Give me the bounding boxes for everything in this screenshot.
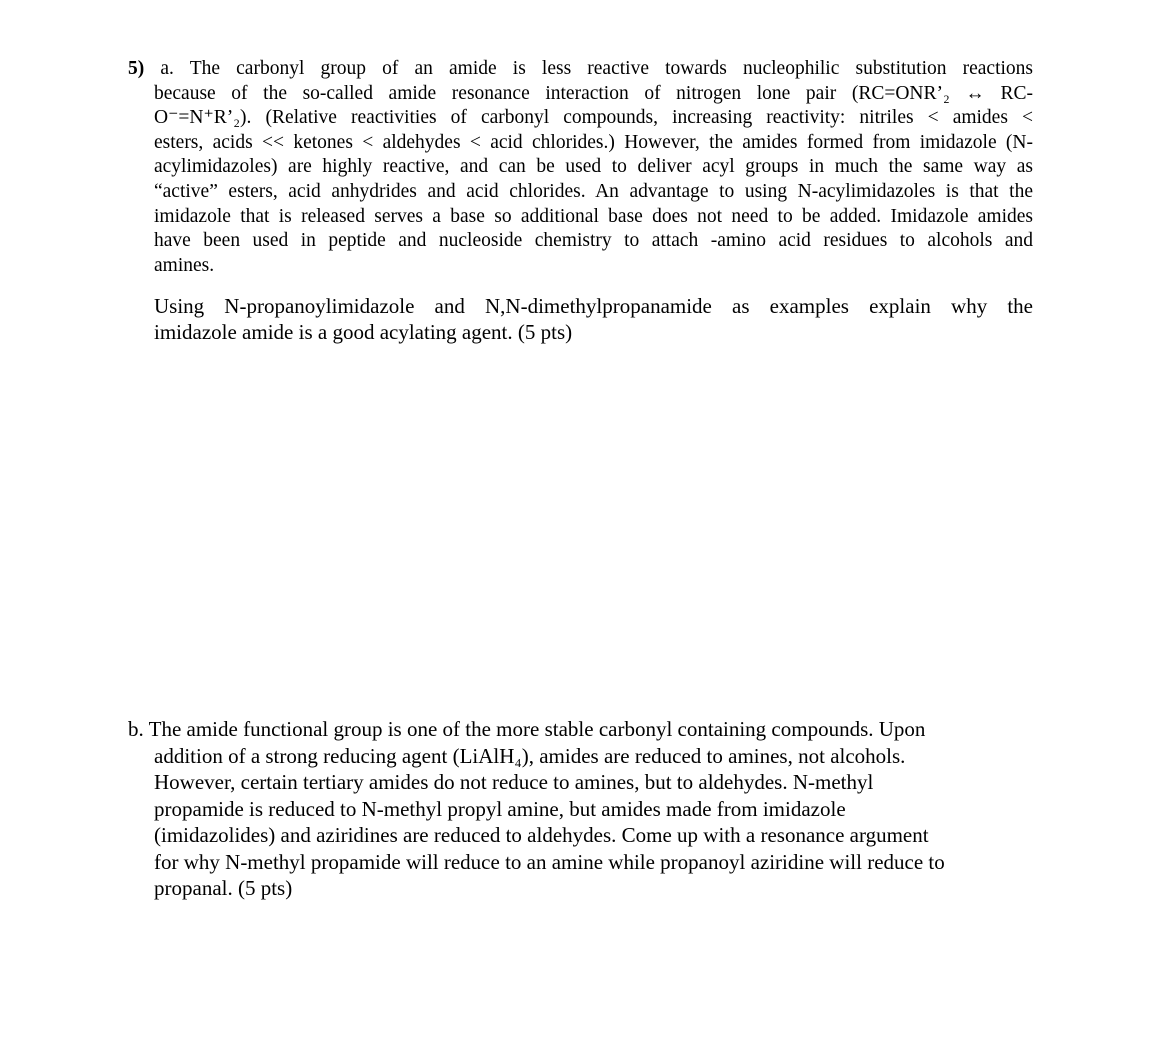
part-a-question xyxy=(154,293,1033,345)
part-b-line: for why N-methyl propamide will reduce to an amine while propanoyl aziridine will reduce to xyxy=(154,849,945,874)
part-a-line: have been used in peptide and nucleoside chemistry to attach -amino acid residues to alcohols and xyxy=(154,230,1033,252)
part-b-paragraph xyxy=(128,716,1028,902)
part-a-line: because of the so-called amide resonance interaction of nitrogen lone pair (RC=ONR’₂ ↔ RC- xyxy=(154,82,1033,104)
part-a-line: “active” esters, acid anhydrides and acid chlorides. An advantage to using N-acylimidazoles is that the xyxy=(154,180,1033,202)
part-a-line: acylimidazoles) are highly reactive, and can be used to deliver acyl groups in much the same way as xyxy=(154,156,1033,178)
part-b-line: addition of a strong reducing agent (LiAlH₄), amides are reduced to amines, not alcohols. xyxy=(154,743,906,768)
part-a-line: imidazole that is released serves a base so additional base does not need to be added. Imidazole amides xyxy=(154,205,1033,227)
part-a-line xyxy=(128,57,1033,82)
question-number: 5) xyxy=(128,58,145,79)
part-a-line: amines. xyxy=(154,254,215,276)
part-a-line-text: a. The carbonyl group of an amide is less reactive towards nucleophilic substitution reactions xyxy=(160,58,1034,79)
part-a-line: esters, acids << ketones < aldehydes < acid chlorides.) However, the amides formed from imidazole (N- xyxy=(154,131,1033,153)
part-a-line: O⁻=N⁺R’₂). (Relative reactivities of carbonyl compounds, increasing reactivity: nitriles < amides < xyxy=(154,107,1033,129)
part-b-line: b. The amide functional group is one of the more stable carbonyl containing compounds. Upon xyxy=(128,717,926,741)
question-line: imidazole amide is a good acylating agent. (5 pts) xyxy=(154,320,573,344)
question-line: Using N-propanoylimidazole and N,N-dimethylpropanamide as examples explain why the xyxy=(154,294,1033,318)
part-a-paragraph xyxy=(128,57,1033,278)
part-b-line: propamide is reduced to N-methyl propyl amine, but amides made from imidazole xyxy=(154,796,846,821)
part-b-line: However, certain tertiary amides do not reduce to amines, but to aldehydes. N-methyl xyxy=(154,770,874,794)
part-b-line: (imidazolides) and aziridines are reduced to aldehydes. Come up with a resonance argument xyxy=(154,823,929,847)
part-b-line: propanal. (5 pts) xyxy=(154,876,293,900)
